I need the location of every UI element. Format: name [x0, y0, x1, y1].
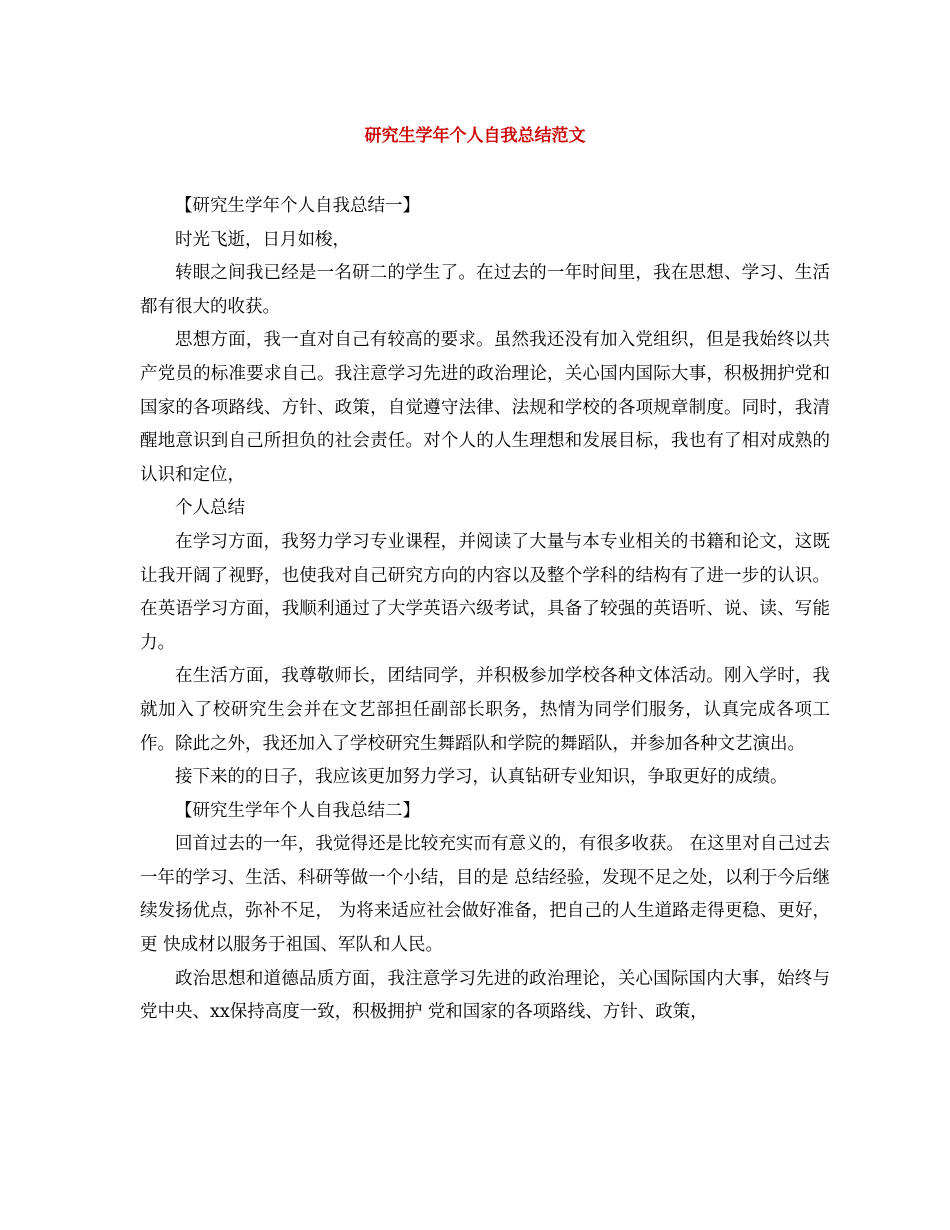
- section-heading-2: 【研究生学年个人自我总结二】: [175, 800, 420, 821]
- paragraph: 政治思想和道德品质方面，我注意学习先进的政治理论，关心国际国内大事，始终与党中央、xx保持高度一致，积极拥护 党和国家的各项路线、方针、政策，: [140, 968, 830, 1023]
- paragraph: 在生活方面，我尊敬师长，团结同学，并积极参加学校各种文体活动。刚入学时，我就加入了校研究生会并在文艺部担任副部长职务，热情为同学们服务，认真完成各项工作。除此之外，我还加入了学校研究生舞蹈队和学院的舞蹈队，并参加各种文艺演出。: [140, 666, 830, 754]
- paragraph: 转眼之间我已经是一名研二的学生了。在过去的一年时间里，我在思想、学习、生活都有很大的收获。: [140, 263, 830, 317]
- paragraph: 个人总结: [175, 498, 245, 519]
- document-title: 研究生学年个人自我总结范文: [364, 126, 586, 146]
- paragraph: 思想方面，我一直对自己有较高的要求。虽然我还没有加入党组织，但是我始终以共产党员的标准要求自己。我注意学习先进的政治理论，关心国内国际大事，积极拥护党和国家的各项路线、方针、政策，自觉遵守法律、法规和学校的各项规章制度。同时，我清醒地意识到自己所担负的社会责任。对个人的人生理想和发展目标，我也有了相对成熟的认识和定位，: [140, 330, 830, 485]
- section-heading-1: 【研究生学年个人自我总结一】: [175, 196, 420, 216]
- paragraph: 时光飞逝，日月如梭，: [175, 229, 350, 250]
- paragraph: 回首过去的一年，我觉得还是比较充实而有意义的，有很多收获。 在这里对自己过去一年的学习、生活、科研等做一个小结，目的是 总结经验，发现不足之处，以利于今后继续发扬优点，弥补不足， 为将来适应社会做好准备，把自己的人生道路走得更稳、更好，更 快成材以服务于祖国、军队和人民。: [140, 834, 830, 956]
- paragraph: 接下来的的日子，我应该更加努力学习，认真钻研专业知识，争取更好的成绩。: [175, 767, 788, 788]
- document-body: [140, 190, 830, 1030]
- paragraph: 在学习方面，我努力学习专业课程，并阅读了大量与本专业相关的书籍和论文，这既让我开阔了视野，也使我对自己研究方向的内容以及整个学科的结构有了进一步的认识。在英语学习方面，我顺利通过了大学英语六级考试，具备了较强的英语听、说、读、写能力。: [140, 531, 830, 653]
